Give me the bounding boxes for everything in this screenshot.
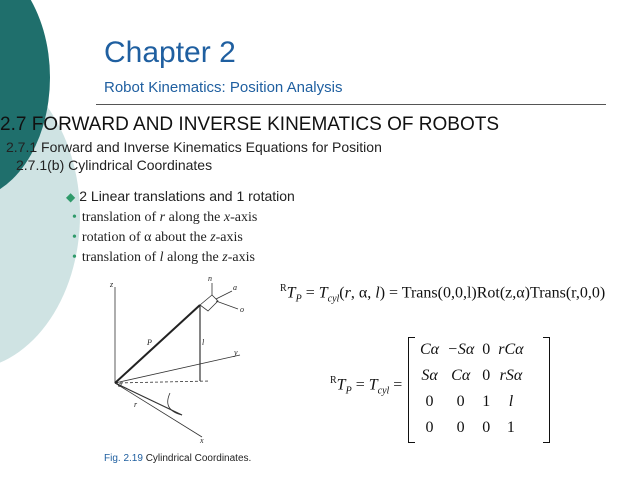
figure-caption xyxy=(104,453,251,464)
matrix-cell: 0 xyxy=(482,419,491,436)
matrix-cell: rSα xyxy=(499,367,523,384)
main-bullet-text: 2 Linear translations and 1 rotation xyxy=(79,188,295,204)
matrix-cell: −Sα xyxy=(447,341,475,358)
a-label: a xyxy=(233,283,237,292)
sub-bullet-var: α xyxy=(144,230,152,245)
caption-figure-number: Fig. 2.19 xyxy=(104,453,143,464)
bullet-dot-icon: • xyxy=(72,230,77,245)
matrix-cell: 0 xyxy=(425,393,434,410)
y-label: y xyxy=(234,348,238,357)
x-axis-line xyxy=(115,383,202,437)
sub-bullet xyxy=(72,230,243,246)
matrix-equation-lhs: $^RT_P = T_{cyl}$ = xyxy=(330,375,403,397)
bullet-dot-icon: • xyxy=(72,250,77,265)
matrix-cell: l xyxy=(508,393,514,410)
matrix-row xyxy=(416,363,528,389)
y-axis-line xyxy=(115,355,240,383)
matrix-left-bracket xyxy=(408,337,415,443)
o-axis-line xyxy=(216,301,238,309)
subsection-heading: 2.7.1 Forward and Inverse Kinematics Equations for Position xyxy=(6,139,382,155)
sub-bullet-pre: translation of xyxy=(81,210,160,225)
sub-bullet-mid: along the xyxy=(165,210,224,225)
sub-bullet-axis: x xyxy=(223,210,231,225)
slide-subtitle: Robot Kinematics: Position Analysis xyxy=(104,79,343,96)
x-label: x xyxy=(200,436,204,445)
equation-rhs: = Trans(0,0,l)Rot(z,α)Trans(r,0,0) xyxy=(385,284,606,302)
sub-bullet-var: l xyxy=(159,250,164,265)
a-axis-line xyxy=(216,291,232,299)
matrix-table xyxy=(416,337,528,441)
matrix-cell: 1 xyxy=(506,419,515,436)
matrix-cell: 1 xyxy=(482,393,491,410)
sub-bullet xyxy=(72,250,255,266)
matrix-cell: 0 xyxy=(482,367,491,384)
matrix-cell: Cα xyxy=(451,367,471,384)
sub-bullet-axis: z xyxy=(222,250,228,265)
sub-bullet-post: -axis xyxy=(227,250,255,265)
subsubsection-heading: 2.7.1(b) Cylindrical Coordinates xyxy=(16,157,213,173)
n-label: n xyxy=(208,275,212,283)
o-label: o xyxy=(240,305,244,314)
slide-title: Chapter 2 xyxy=(104,36,236,69)
sub-bullet-post: -axis xyxy=(215,230,243,245)
l-label: l xyxy=(202,338,205,347)
alpha-label: α xyxy=(118,380,123,389)
transform-matrix xyxy=(408,337,550,443)
p-label: P xyxy=(147,338,152,347)
sub-bullet-post: -axis xyxy=(230,210,258,225)
sub-bullet-pre: rotation of xyxy=(81,230,145,245)
end-effector-gripper xyxy=(200,295,218,311)
section-heading: 2.7 FORWARD AND INVERSE KINEMATICS OF ROBOTS xyxy=(0,114,500,135)
r-label: r xyxy=(134,400,138,409)
matrix-cell: 0 xyxy=(456,393,465,410)
bullet-dot-icon: • xyxy=(72,210,77,225)
matrix-row xyxy=(416,389,528,415)
transform-equation: $^RT_P = T_{cyl}(r$, α, l) = Trans(0,0,l)Rot(z,α)Trans(r,0,0) xyxy=(280,283,606,305)
sub-bullet-var: r xyxy=(159,210,166,225)
diamond-bullet-icon: ◆ xyxy=(66,190,76,204)
matrix-cell: 0 xyxy=(456,419,465,436)
matrix-cell: 0 xyxy=(482,341,491,358)
projection-line xyxy=(115,381,210,383)
sub-bullet-mid: along the xyxy=(163,250,223,265)
main-bullet xyxy=(66,188,295,204)
matrix-row xyxy=(416,415,528,441)
caption-text: Cylindrical Coordinates. xyxy=(142,453,252,464)
sub-bullet-mid: about the xyxy=(151,230,211,245)
matrix-cell: Cα xyxy=(420,341,440,358)
title-divider xyxy=(96,104,606,105)
matrix-cell: rCα xyxy=(498,341,524,358)
matrix-right-bracket xyxy=(543,337,550,443)
matrix-cell: 0 xyxy=(425,419,434,436)
matrix-cell: Sα xyxy=(421,367,438,384)
cylindrical-coordinates-figure xyxy=(100,275,265,445)
matrix-row xyxy=(416,337,528,363)
sub-bullet-axis: z xyxy=(210,230,216,245)
z-label: z xyxy=(110,280,114,289)
sub-bullet-pre: translation of xyxy=(81,250,160,265)
sub-bullet xyxy=(72,210,257,226)
position-vector-p xyxy=(115,305,200,383)
